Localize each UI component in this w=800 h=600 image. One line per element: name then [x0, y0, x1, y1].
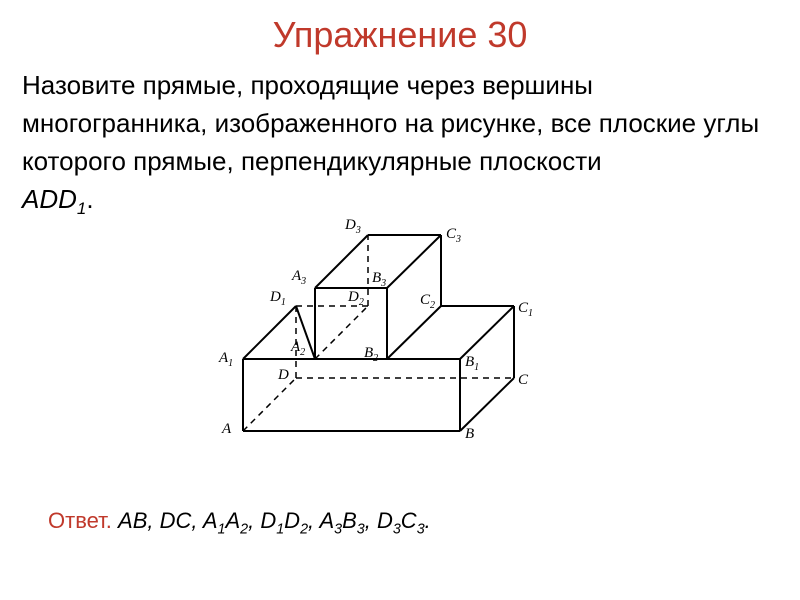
answer-line: $A_1A_2$ [202, 508, 249, 538]
vertex-label-D1: $D_1$ [270, 289, 286, 308]
hidden-edge-A2-D2 [315, 306, 368, 359]
edge-A1-D1 [243, 306, 296, 359]
edge-B1-C1 [460, 306, 514, 359]
answer [48, 508, 431, 537]
answer-line: $D_1D_2$ [260, 508, 309, 538]
visible-edges [243, 235, 514, 431]
vertex-label-D: D [278, 367, 289, 383]
answer-line: AB [118, 508, 148, 533]
problem-text: Назовите прямые, проходящие через вершины многогранника, изображенного на рисунке, все плоские углы которого прямые, перпендикулярные плоскости [22, 70, 760, 176]
edge-D3-A3 [315, 235, 368, 288]
slide-title: Упражнение 30 [272, 14, 528, 55]
answer-lines: AB, DC, $A_1A_2$, $D_1D_2$, $A_3B_3$, $D_3C_3$. [118, 508, 431, 538]
hidden-edges [243, 235, 514, 431]
vertex-label-B1: $B_1$ [465, 354, 480, 373]
vertex-label-B: B [465, 426, 475, 442]
answer-label: Ответ. [48, 508, 112, 533]
vertex-label-C3: $C_3$ [446, 226, 462, 245]
vertex-label-D3: $D_3$ [345, 217, 361, 236]
vertex-label-C1: $C_1$ [518, 300, 534, 319]
vertex-label-B3: $B_3$ [372, 270, 387, 289]
vertex-label-B2: $B_2$ [364, 345, 379, 364]
vertex-label-A3: $A_3$ [292, 268, 307, 287]
vertex-labels [218, 217, 533, 442]
edge-B3-C3 [387, 235, 441, 288]
vertex-label-D2: $D_2$ [348, 289, 364, 308]
vertex-label-C: C [518, 372, 529, 388]
vertex-label-A: A [222, 421, 232, 437]
vertex-label-C2: $C_2$ [420, 292, 436, 311]
vertex-label-A2: $A_2$ [291, 339, 306, 358]
edge-B2-C2 [387, 306, 441, 359]
plane-subscript: 1 [76, 199, 87, 219]
answer-line: $D_3C_3$ [376, 508, 425, 538]
hidden-edge-A-D [243, 378, 296, 431]
problem-period: . [86, 184, 94, 214]
answer-line: $A_3B_3$ [319, 508, 365, 538]
edge-B-C [460, 378, 514, 431]
plane-name: ADD [22, 184, 77, 214]
vertex-label-A1: $A_1$ [219, 350, 234, 369]
answer-line: DC [159, 508, 192, 533]
